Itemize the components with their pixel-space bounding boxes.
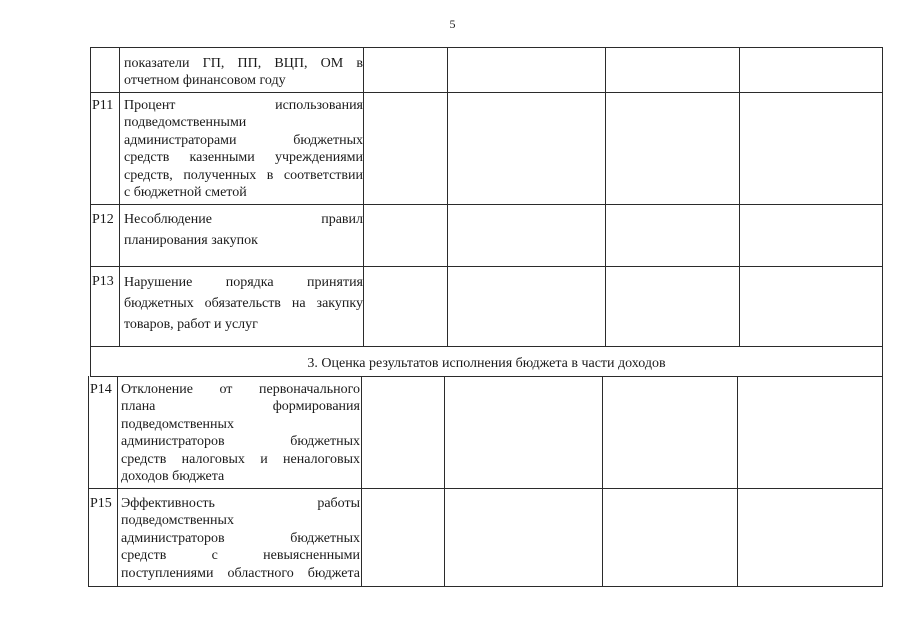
description-line: администраторами бюджетных [124, 132, 363, 148]
description-line: средств налоговых и неналоговых [121, 451, 360, 467]
description-line: плана формирования [121, 399, 360, 415]
table-rule [119, 47, 120, 346]
indicator-description [121, 381, 360, 485]
indicator-description [124, 97, 363, 201]
description-line: средств с невыясненными [121, 548, 360, 564]
description-line: поступлениями областного бюджета [121, 565, 360, 581]
description-line: подведомственных [121, 416, 234, 432]
description-line: Несоблюдение правил [124, 212, 363, 227]
indicator-code: P13 [92, 274, 114, 289]
page-number: 5 [449, 17, 456, 31]
indicator-code: P12 [92, 212, 114, 227]
description-line: администраторов бюджетных [121, 530, 360, 546]
indicator-code: P15 [90, 496, 112, 511]
description-line: планирования закупок [124, 233, 258, 249]
description-line: администраторов бюджетных [121, 434, 360, 450]
description-line: бюджетных обязательств на закупку [124, 296, 363, 311]
table-rule [361, 376, 362, 586]
description-line: подведомственными [124, 115, 247, 131]
table-rule [444, 376, 445, 586]
table-rule [737, 376, 738, 586]
indicator-description [124, 55, 363, 90]
description-line: средств казенными учреждениями [124, 150, 363, 166]
table-rule [90, 47, 91, 346]
description-line: показатели ГП, ПП, ВЦП, ОМ в [124, 56, 363, 71]
description-line: товаров, работ и услуг [124, 317, 258, 332]
table-rule [88, 586, 883, 587]
description-line: Эффективность работы [121, 496, 360, 511]
indicator-description [124, 273, 363, 336]
description-line: Нарушение порядка принятия [124, 275, 363, 290]
table-rule [90, 376, 883, 377]
indicator-description [121, 495, 360, 582]
indicator-description [124, 211, 363, 250]
table-rule [882, 376, 883, 586]
table-rule [882, 47, 883, 346]
section-heading: 3. Оценка результатов исполнения бюджета в части доходов [307, 356, 666, 371]
table-rule [363, 47, 364, 346]
table-rule [447, 47, 448, 346]
description-line: с бюджетной сметой [124, 184, 247, 200]
description-line: средств, полученных в соответствии [124, 167, 363, 183]
description-line: подведомственных [121, 513, 234, 529]
description-line: Отклонение от первоначального [121, 382, 360, 397]
table-rule [90, 266, 883, 267]
table-rule [90, 92, 883, 93]
description-line: отчетном финансовом году [124, 73, 286, 89]
table-rule [88, 376, 89, 586]
table-rule [88, 488, 883, 489]
table-rule [90, 346, 883, 347]
table-rule [602, 376, 603, 586]
table-rule [739, 47, 740, 346]
indicator-code: P11 [92, 98, 114, 113]
description-line: доходов бюджета [121, 468, 225, 484]
table-rule [90, 204, 883, 205]
table-rule [117, 376, 118, 586]
table-rule [605, 47, 606, 346]
description-line: Процент использования [124, 98, 363, 113]
table-rule [90, 47, 883, 48]
indicator-code: P14 [90, 382, 112, 397]
